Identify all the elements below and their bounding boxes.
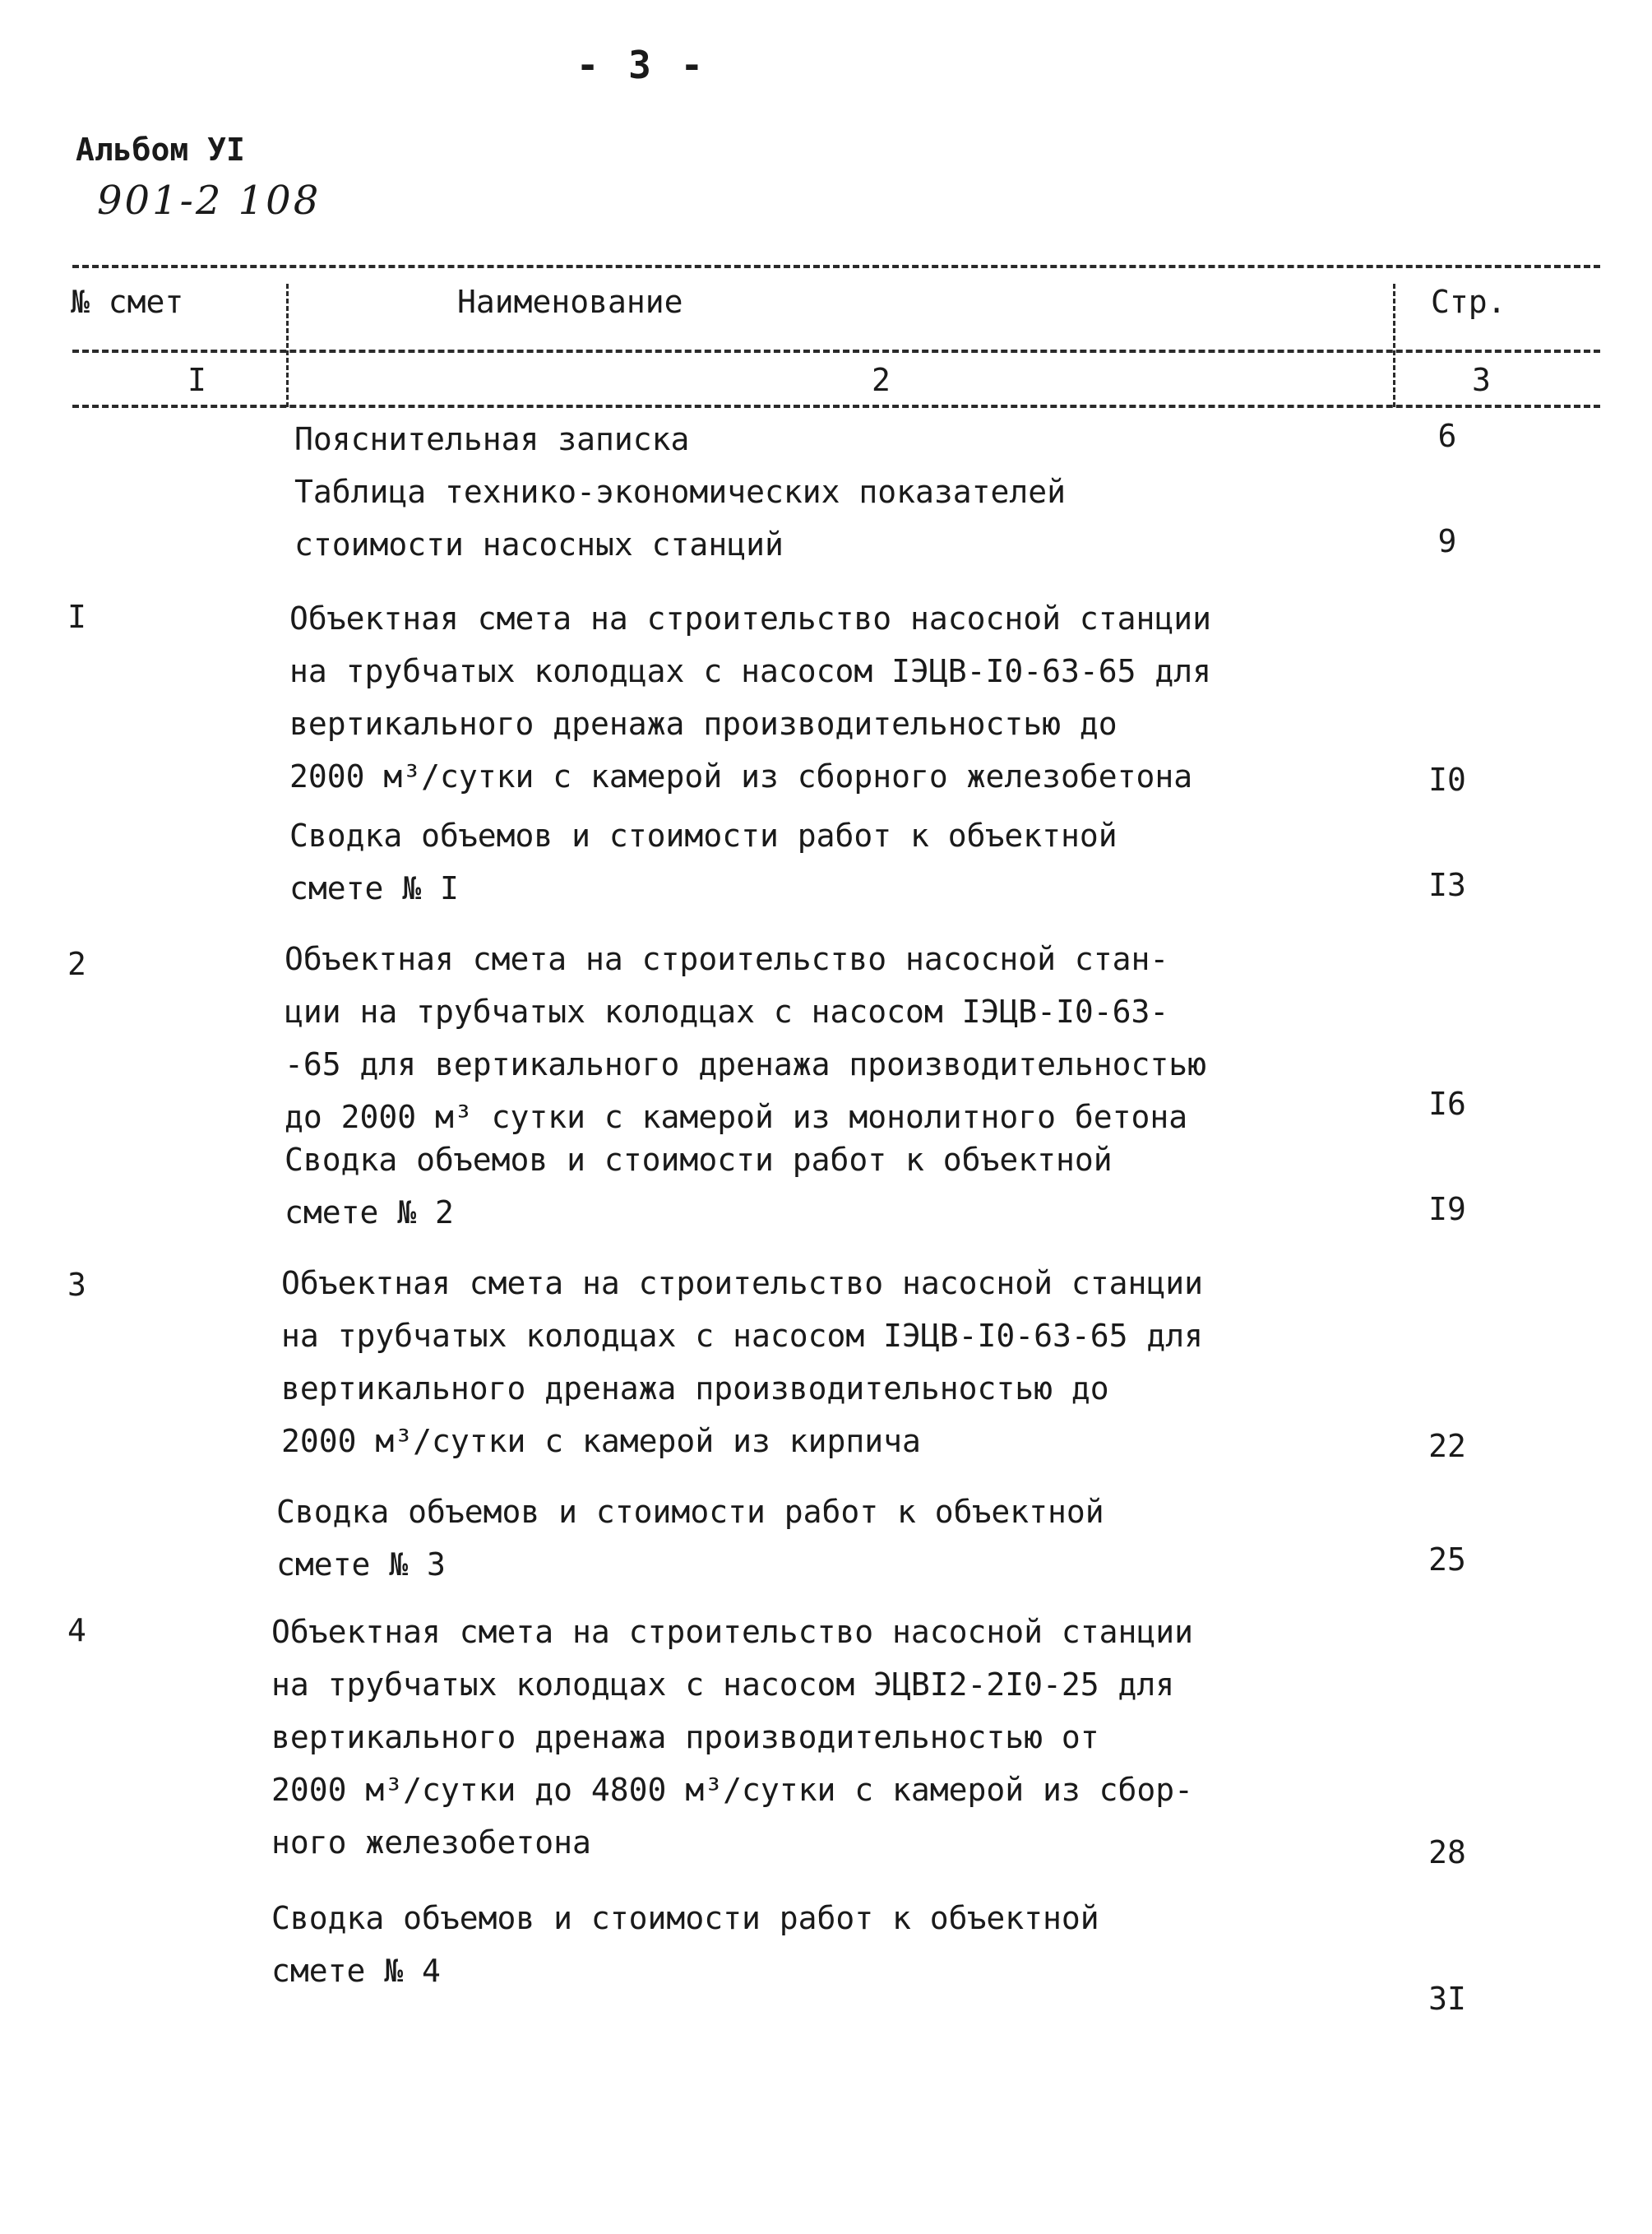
list-item: Объектная смета на строительство насосной станции на трубчатых колодцах с насосом ЭЦВI2-2I0-25 для вертикального дренажа производительностью от 2000 м³/сутки до 4800 м³/сутки с камерой из сбор- ного железобетона xyxy=(271,1614,1194,1861)
page-ref: 3I xyxy=(1428,1981,1466,2017)
list-item: Сводка объемов и стоимости работ к объектной смете № 2 xyxy=(285,1142,1113,1231)
header-col-page: Стр. xyxy=(1431,284,1506,320)
header-num-2: 2 xyxy=(872,362,891,398)
page-ref: 22 xyxy=(1428,1428,1466,1464)
list-item: Сводка объемов и стоимости работ к объектной смете № 3 xyxy=(276,1494,1104,1583)
header-bottom-rule xyxy=(72,405,1600,408)
list-item: Объектная смета на строительство насосной стан- ции на трубчатых колодцах с насосом IЭЦВ-I0-63- -65 для вертикального дренажа производительностью до 2000 м³ сутки с камерой из монолитного бетона xyxy=(285,941,1207,1135)
list-item: Таблица технико-экономических показателей стоимости насосных станций xyxy=(294,474,1066,563)
page-number: - 3 - xyxy=(576,43,707,87)
album-title: Альбом УI xyxy=(76,132,245,168)
header-col-estimate-no: № смет xyxy=(71,284,184,320)
estimate-number: 3 xyxy=(67,1267,86,1303)
page-ref: I9 xyxy=(1428,1191,1466,1227)
table-top-rule xyxy=(72,265,1600,268)
list-item: Сводка объемов и стоимости работ к объектной смете № I xyxy=(289,818,1118,906)
estimate-number: I xyxy=(67,599,86,635)
page-ref: 25 xyxy=(1428,1541,1466,1578)
album-code: 901-2 108 xyxy=(97,178,322,224)
column-separator xyxy=(286,284,289,407)
header-num-1: I xyxy=(187,362,206,398)
estimate-number: 2 xyxy=(67,946,86,982)
page-ref: I6 xyxy=(1428,1086,1466,1122)
column-separator xyxy=(1393,284,1395,407)
list-item: Объектная смета на строительство насосной станции на трубчатых колодцах с насосом IЭЦВ-I0-63-65 для вертикального дренажа производительностью до 2000 м³/сутки с камерой из сборного железобетона xyxy=(289,600,1212,795)
list-item: Пояснительная записка xyxy=(294,421,690,457)
estimate-number: 4 xyxy=(67,1612,86,1648)
page-ref: 28 xyxy=(1428,1834,1466,1870)
header-mid-rule xyxy=(72,350,1600,353)
header-col-name: Наименование xyxy=(457,284,683,320)
header-num-3: 3 xyxy=(1472,362,1491,398)
list-item: Сводка объемов и стоимости работ к объектной смете № 4 xyxy=(271,1900,1099,1989)
page-ref: I0 xyxy=(1428,762,1466,798)
page-ref: I3 xyxy=(1428,867,1466,903)
list-item: Объектная смета на строительство насосной станции на трубчатых колодцах с насосом IЭЦВ-I0-63-65 для вертикального дренажа производительностью до 2000 м³/сутки с камерой из кирпича xyxy=(281,1265,1204,1459)
page-ref: 9 xyxy=(1437,523,1457,559)
page-ref: 6 xyxy=(1437,418,1457,454)
